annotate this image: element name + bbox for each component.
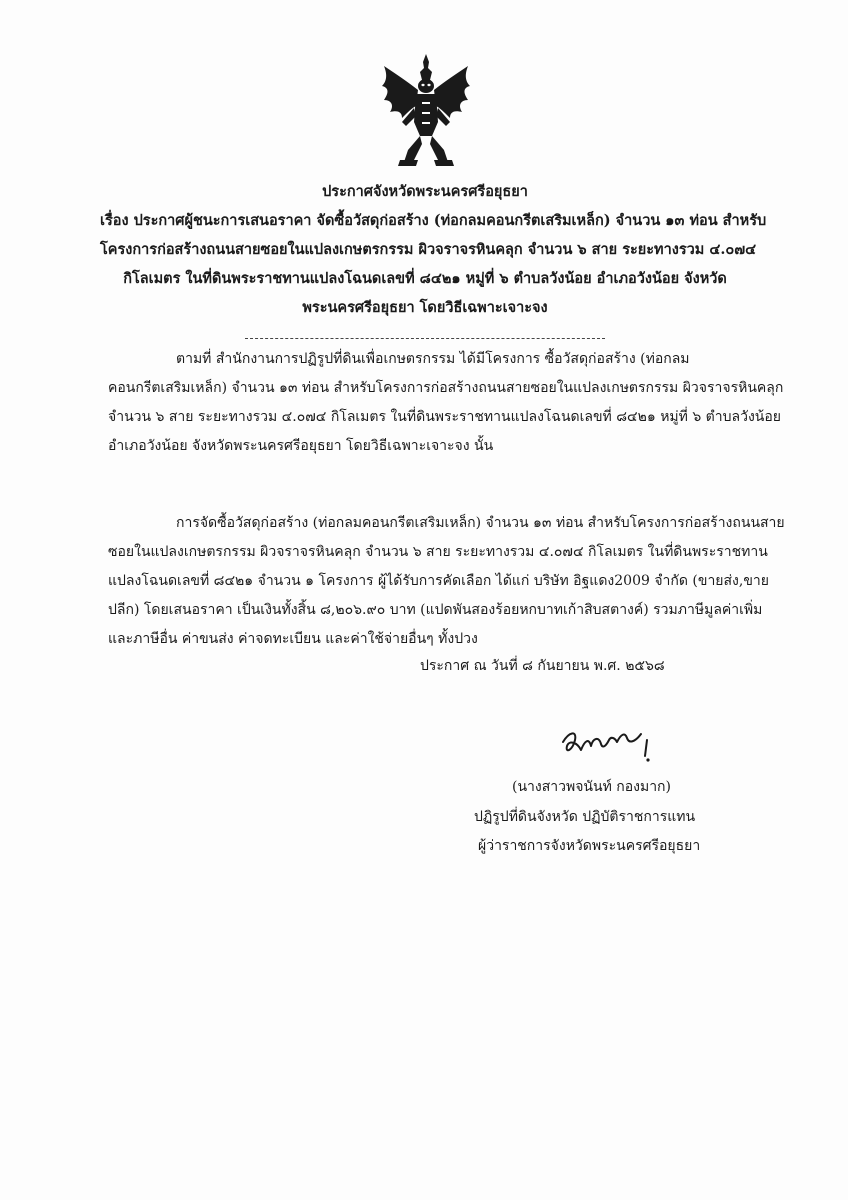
- paragraph-line: การจัดซื้อวัสดุก่อสร้าง (ท่อกลมคอนกรีตเสริมเหล็ก) จำนวน ๑๓ ท่อน สำหรับโครงการก่อสร้างถนนสาย: [176, 515, 785, 531]
- announcement-date: ประกาศ ณ วันที่ ๘ กันยายน พ.ศ. ๒๕๖๘: [420, 658, 665, 674]
- garuda-emblem-icon: [378, 52, 474, 170]
- paragraph-line: ซอยในแปลงเกษตรกรรม ผิวจราจรหินคลุก จำนวน ๖ สาย ระยะทางรวม ๔.๐๗๔ กิโลเมตร ในที่ดินพระราชทาน: [108, 544, 768, 560]
- signatory-block: [460, 773, 750, 862]
- document-heading: [100, 177, 767, 322]
- heading-divider: [245, 338, 605, 339]
- paragraph-line: ตามที่ สำนักงานการปฏิรูปที่ดินเพื่อเกษตรกรรม ได้มีโครงการ ซื้อวัสดุก่อสร้าง (ท่อกลม: [176, 351, 690, 367]
- handwritten-signature: [555, 720, 665, 768]
- signatory-name: (นางสาวพจนันท์ กองมาก): [512, 779, 671, 795]
- heading-subject-line: เรื่อง ประกาศผู้ชนะการเสนอราคา จัดซื้อวัสดุก่อสร้าง (ท่อกลมคอนกรีตเสริมเหล็ก) จำนวน ๑๓ ท่อน สำหรับ: [100, 212, 767, 229]
- paragraph-background: [108, 345, 784, 461]
- signatory-position: ปฏิรูปที่ดินจังหวัด ปฏิบัติราชการแทน: [474, 808, 696, 825]
- paragraph-line: อำเภอวังน้อย จังหวัดพระนครศรีอยุธยา โดยวิธีเฉพาะเจาะจง นั้น: [108, 438, 494, 454]
- heading-subject-line: พระนครศรีอยุธยา โดยวิธีเฉพาะเจาะจง: [302, 299, 548, 316]
- paragraph-award: [108, 509, 785, 654]
- paragraph-line: และภาษีอื่น ค่าขนส่ง ค่าจดทะเบียน และค่าใช้จ่ายอื่นๆ ทั้งปวง: [108, 631, 478, 647]
- paragraph-line: จำนวน ๖ สาย ระยะทางรวม ๔.๐๗๔ กิโลเมตร ในที่ดินพระราชทานแปลงโฉนดเลขที่ ๘๔๒๑ หมู่ที่ ๖ ตำบลวังน้อย: [108, 409, 781, 425]
- paragraph-line: ปลีก) โดยเสนอราคา เป็นเงินทั้งสิ้น ๘,๒๐๖.๙๐ บาท (แปดพันสองร้อยหกบาทเก้าสิบสตางค์) รวมภาษีมูลค่าเพิ่ม: [108, 602, 763, 618]
- heading-subject-line: โครงการก่อสร้างถนนสายซอยในแปลงเกษตรกรรม ผิวจราจรหินคลุก จำนวน ๖ สาย ระยะทางรวม ๔.๐๗๔: [100, 241, 757, 258]
- signatory-office: ผู้ว่าราชการจังหวัดพระนครศรีอยุธยา: [478, 838, 701, 854]
- heading-title: ประกาศจังหวัดพระนครศรีอยุธยา: [322, 183, 528, 200]
- heading-subject-line: กิโลเมตร ในที่ดินพระราชทานแปลงโฉนดเลขที่ ๘๔๒๑ หมู่ที่ ๖ ตำบลวังน้อย อำเภอวังน้อย จังหวัด: [123, 270, 727, 287]
- paragraph-line: คอนกรีตเสริมเหล็ก) จำนวน ๑๓ ท่อน สำหรับโครงการก่อสร้างถนนสายซอยในแปลงเกษตรกรรม ผิวจราจรหินคลุก: [108, 380, 784, 396]
- paragraph-line: แปลงโฉนดเลขที่ ๘๔๒๑ จำนวน ๑ โครงการ ผู้ได้รับการคัดเลือก ได้แก่ บริษัท อิฐแดง2009 จำกัด (ขายส่ง,ขาย: [108, 573, 769, 589]
